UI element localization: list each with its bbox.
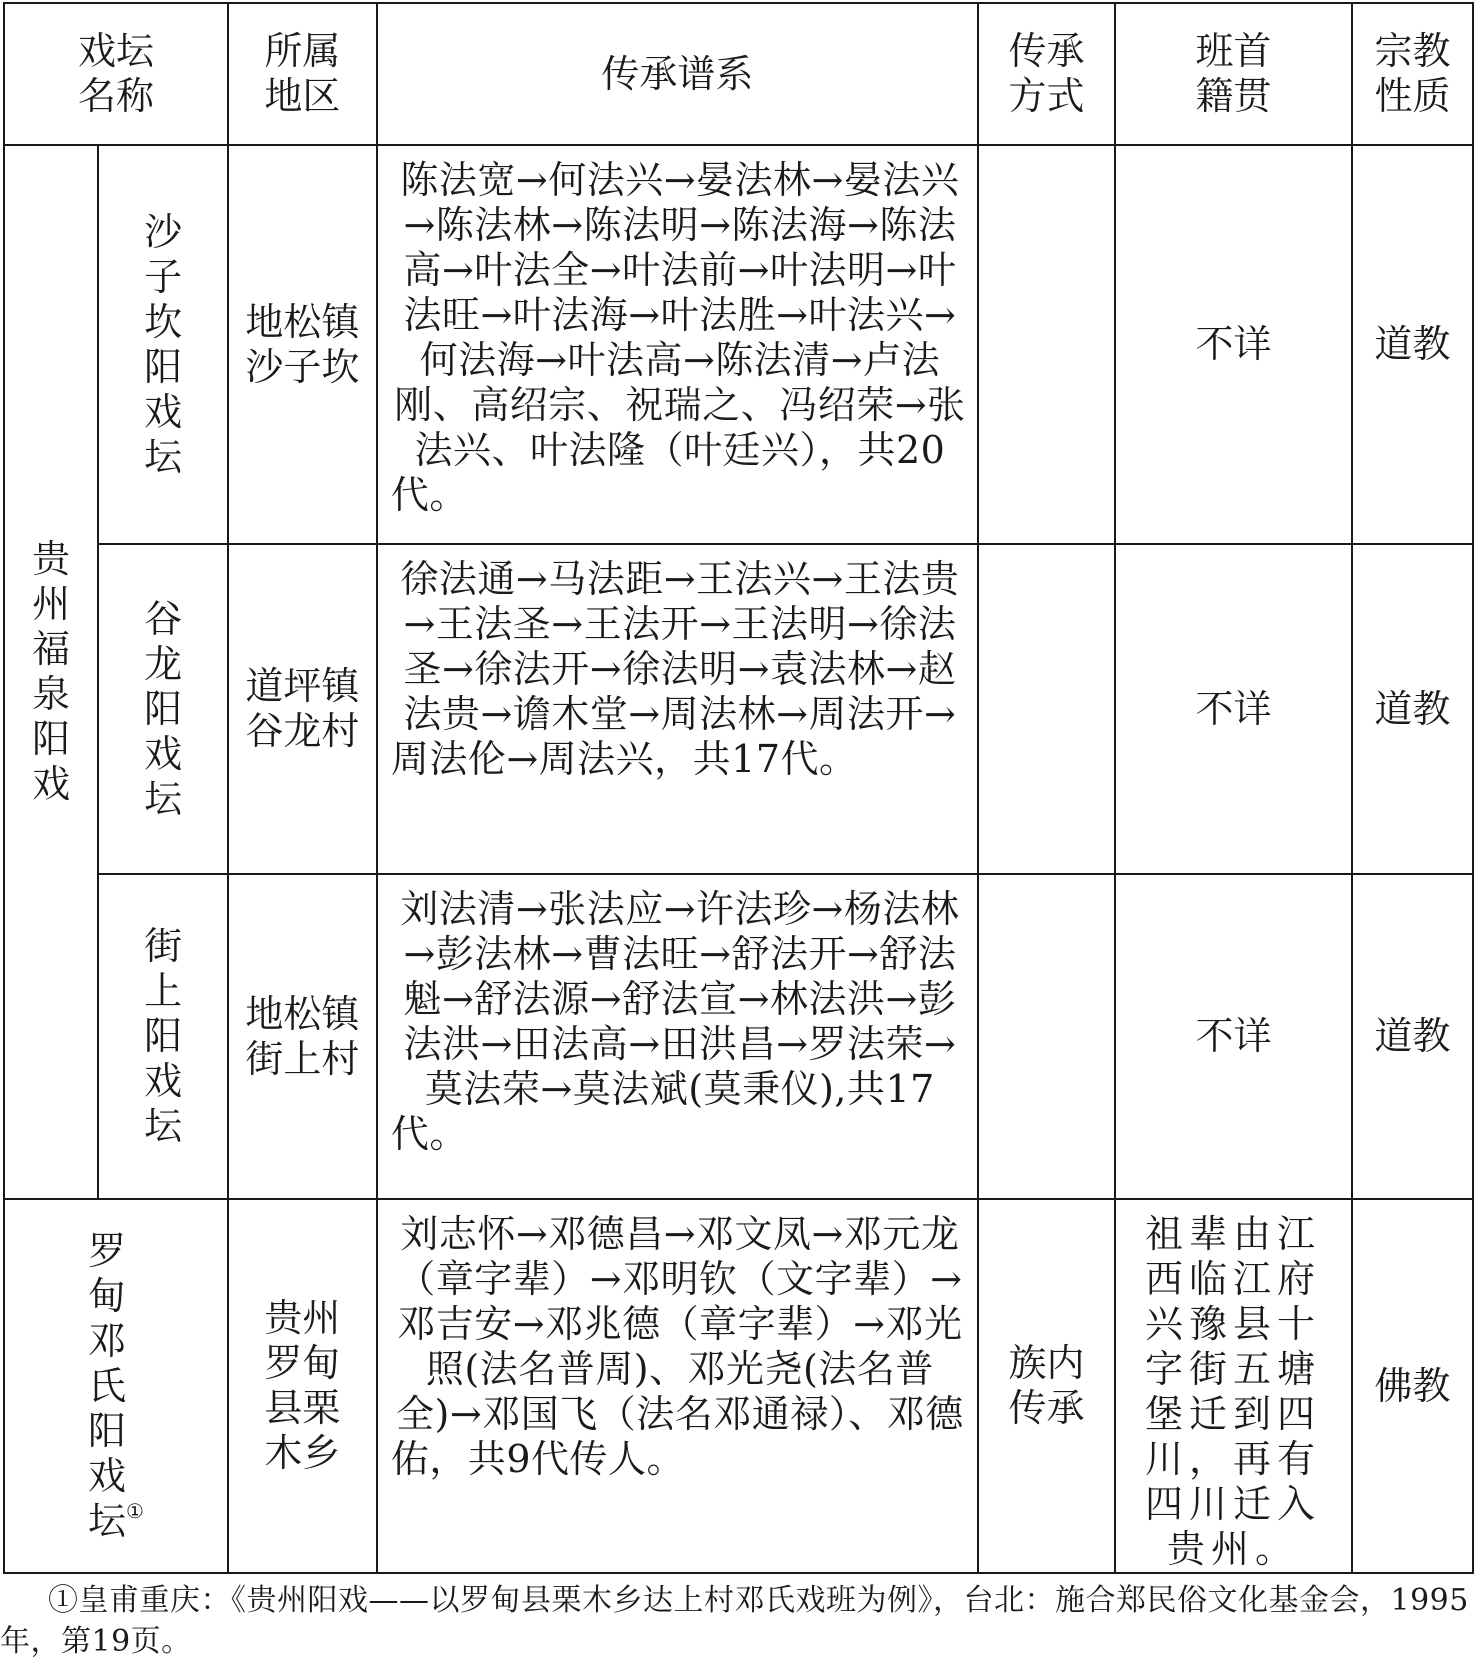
method-cell: [978, 544, 1115, 874]
header-religion: 宗教性质: [1352, 3, 1473, 145]
group-name: 贵州福泉阳戏: [32, 537, 71, 806]
troupe-cell: 罗甸邓氏阳戏坛①: [4, 1199, 228, 1573]
origin-cell: 祖辈由江西临江府兴豫县十字街五塘堡迁到四川，再有四川迁入贵州。: [1115, 1199, 1352, 1573]
method-cell: 族内传承: [978, 1199, 1115, 1573]
troupe-cell: 谷龙阳戏坛: [98, 544, 228, 874]
lineage-cell: 徐法通→马法距→王法兴→王法贵→王法圣→王法开→王法明→徐法圣→徐法开→徐法明→袁法林→赵法贵→谵木堂→周法林→周法开→周法伦→周法兴，共17代。: [377, 544, 978, 874]
region-cell: 道坪镇谷龙村: [228, 544, 377, 874]
header-origin: 班首籍贯: [1115, 3, 1352, 145]
lineage-cell: 刘志怀→邓德昌→邓文凤→邓元龙（章字辈）→邓明钦（文字辈）→邓吉安→邓兆德（章字辈）→邓光照(法名普周)、邓光尧(法名普全)→邓国飞（法名邓通禄）、邓德佑，共9代传人。: [377, 1199, 978, 1573]
table-row: [4, 145, 1473, 544]
origin-cell: 不详: [1115, 145, 1352, 544]
region-cell: 地松镇街上村: [228, 874, 377, 1199]
region-cell: 贵州罗甸县栗木乡: [228, 1199, 377, 1573]
header-troupe-name: 戏坛名称: [4, 3, 228, 145]
troupe-cell: 沙子坎阳戏坛: [98, 145, 228, 544]
method-cell: [978, 874, 1115, 1199]
header-lineage: 传承谱系: [377, 3, 978, 145]
footnote-marker: ①: [125, 1498, 144, 1523]
header-row: [4, 3, 1473, 145]
table-row: [4, 1199, 1473, 1573]
religion-cell: 道教: [1352, 874, 1473, 1199]
origin-cell: 不详: [1115, 544, 1352, 874]
troupe-cell: 街上阳戏坛: [98, 874, 228, 1199]
header-method: 传承方式: [978, 3, 1115, 145]
lineage-table: [3, 2, 1474, 1574]
method-cell: [978, 145, 1115, 544]
group-name-cell: [4, 145, 98, 1199]
region-cell: 地松镇沙子坎: [228, 145, 377, 544]
lineage-cell: 陈法宽→何法兴→晏法林→晏法兴→陈法林→陈法明→陈法海→陈法高→叶法全→叶法前→叶法明→叶法旺→叶法海→叶法胜→叶法兴→何法海→叶法高→陈法清→卢法刚、高绍宗、祝瑞之、冯绍荣→张法兴、叶法隆（叶廷兴），共20代。: [377, 145, 978, 544]
table-row: [4, 874, 1473, 1199]
header-region: 所属地区: [228, 3, 377, 145]
religion-cell: 道教: [1352, 145, 1473, 544]
religion-cell: 佛教: [1352, 1199, 1473, 1573]
religion-cell: 道教: [1352, 544, 1473, 874]
lineage-cell: 刘法清→张法应→许法珍→杨法林→彭法林→曹法旺→舒法开→舒法魁→舒法源→舒法宣→林法洪→彭法洪→田法高→田洪昌→罗法荣→莫法荣→莫法斌(莫秉仪),共17代。: [377, 874, 978, 1199]
footnote: ①皇甫重庆：《贵州阳戏——以罗甸县栗木乡达上村邓氏戏班为例》，台北：施合郑民俗文化基金会，1995年，第19页。: [0, 1583, 1469, 1659]
table-row: [4, 544, 1473, 874]
origin-cell: 不详: [1115, 874, 1352, 1199]
